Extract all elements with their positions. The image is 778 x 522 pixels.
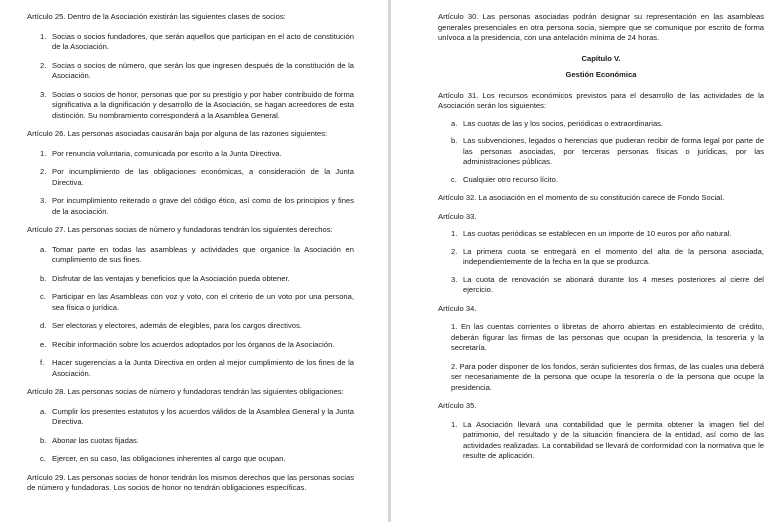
list-item: b. Las subvenciones, legados o herencias que pudieran recibir de forma legal por parte de las personas asociadas, por terceras personas físicas o jurídicas, por las administraciones públicas. <box>451 136 764 166</box>
article-27-list <box>40 245 354 380</box>
article-32-paragraph: Artículo 32. La asociación en el momento de su constitución carece de Fondo Social. <box>438 193 725 202</box>
list-item: 1. Por renuncia voluntaria, comunicada por escrito a la Junta Directiva. <box>40 148 282 158</box>
article-34-heading: Artículo 34. <box>438 303 477 313</box>
article-25-list <box>40 32 354 122</box>
list-item: e. Recibir información sobre los acuerdos adoptados por los órganos de la Asociación. <box>40 339 335 349</box>
chapter-title: Gestión Económica <box>565 70 637 79</box>
list-item: 2. Socias o socios de número, que serán los que ingresen después de la constitución de la Asociación. <box>40 60 354 80</box>
article-30-paragraph: Artículo 30. Las personas asociadas podrán designar su representación en las asambleas generales presenciales en otra persona socia, siempre que se comunique por escrito de forma unívoca a la presidencia, con una antelación mínima de 24 horas. <box>438 12 764 42</box>
list-item: d. Ser electoras y electores, además de elegibles, para los cargos directivos. <box>40 321 302 330</box>
list-item: a. Cumplir los presentes estatutos y los acuerdos válidos de la Asamblea General y la Junta Directiva. <box>40 406 354 426</box>
article-31-heading: Artículo 31. Los recursos económicos previstos para el desarrollo de las actividades de la Asociación serán los siguientes: <box>438 90 764 110</box>
list-item: 2. Por incumplimiento de las obligaciones económicas, a consideración de la Junta Directiva. <box>40 167 354 187</box>
list-item: 1. En las cuentas corrientes o libretas de ahorro abiertas en establecimiento de crédito, deberán figurar las firmas de las personas que ocupan la presidencia, la tesorería y la secretaría. <box>451 322 764 352</box>
list-item: 1. La Asociación llevará una contabilidad que le permita obtener la imagen fiel del patrimonio, del resultado y de la situación financiera de la entidad, así como de las actividades realizadas. La contabilidad se llevará de conformidad con la normativa que le resulte de aplicación. <box>451 419 764 460</box>
article-26-heading: Artículo 26. Las personas asociadas causarán baja por alguna de las razones siguientes: <box>27 129 328 138</box>
article-35-heading: Artículo 35. <box>438 401 477 410</box>
article-35-list <box>451 420 764 462</box>
list-item: a. Tomar parte en todas las asambleas y actividades que organice la Asociación en cumplimiento de sus fines. <box>40 244 354 264</box>
document-page-left <box>0 0 388 522</box>
article-28-list <box>40 407 354 465</box>
article-34-list <box>451 322 764 393</box>
document-page-right <box>391 0 778 522</box>
article-25-heading: Artículo 25. Dentro de la Asociación existirán las siguientes clases de socios: <box>27 12 286 21</box>
list-item: f. Hacer sugerencias a la Junta Directiva en orden al mejor cumplimiento de los fines de la Asociación. <box>40 358 354 378</box>
list-item: b. Disfrutar de las ventajas y beneficios que la Asociación pueda obtener. <box>40 273 290 283</box>
list-item: 1. Socias o socios fundadores, que serán aquellos que participan en el acto de constitución de la Asociación. <box>40 31 354 51</box>
chapter-number: Capítulo V. <box>581 53 621 63</box>
list-item: c. Participar en las Asambleas con voz y voto, con el criterio de un voto por una persona, sea física o jurídica. <box>40 292 354 312</box>
list-item: 2. La primera cuota se entregará en el momento del alta de la persona asociada, independientemente de la fecha en la que se produzca. <box>451 246 764 266</box>
list-item: 3. La cuota de renovación se abonará durante los 4 meses posteriores al cierre del ejercicio. <box>451 274 764 294</box>
article-29-heading: Artículo 29. Las personas socias de honor tendrán los mismos derechos que las personas socias de número y fundadoras. Los socios de honor no tendrán obligaciones específicas. <box>27 472 354 492</box>
list-item: c. Ejercer, en su caso, las obligaciones inherentes al cargo que ocupan. <box>40 454 286 463</box>
list-item: 3. Socias o socios de honor, personas que por su prestigio y por haber contribuido de forma significativa a la dignificación y desarrollo de la Asociación, se hagan acreedores de esta distinción. Su nombramiento corresponderá a la Asamblea General. <box>40 89 354 120</box>
article-33-heading: Artículo 33. <box>438 211 477 221</box>
article-31-list <box>451 119 764 186</box>
list-item: 2. Para poder disponer de los fondos, serán suficientes dos firmas, de las cuales una deberá ser necesariamente de la persona que ocupe la tesorería o de la persona que ocupe la presidencia. <box>451 361 764 392</box>
list-item: 3. Por incumplimiento reiterado o grave del código ético, así como de los principios y fines de la asociación. <box>40 196 354 216</box>
article-27-heading: Artículo 27. Las personas socias de número y fundadoras tendrán los siguientes derechos: <box>27 225 333 234</box>
list-item: a. Las cuotas de las y los socios, periódicas o extraordinarias. <box>451 118 664 128</box>
list-item: c. Cualquier otro recurso lícito. <box>451 174 558 184</box>
list-item: 1. Las cuotas periódicas se establecen en un importe de 10 euros por año natural. <box>451 229 732 238</box>
list-item: b. Abonar las cuotas fijadas. <box>40 435 139 445</box>
article-28-heading: Artículo 28. Las personas socias de número y fundadoras tendrán las siguientes obligaciones: <box>27 387 344 396</box>
article-26-list <box>40 149 354 218</box>
article-33-list <box>451 229 764 296</box>
